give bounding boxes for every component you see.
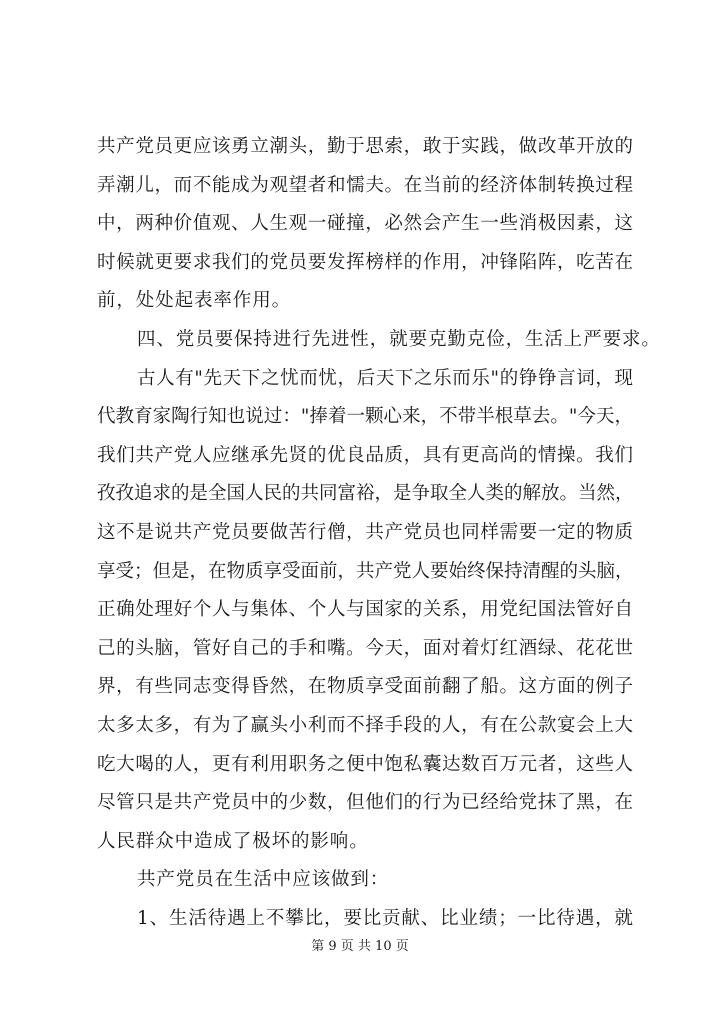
text-line: 界，有些同志变得昏然，在物质享受面前翻了船。这方面的例子 — [97, 676, 633, 698]
text-line: 孜孜追求的是全国人民的共同富裕，是争取全人类的解放。当然， — [97, 483, 634, 505]
text-line: 正确处理好个人与集体、个人与国家的关系，用党纪国法管好自 — [97, 599, 633, 621]
text-line: 中，两种价值观、人生观一碰撞，必然会产生一些消极因素，这 — [97, 213, 633, 235]
page-number-footer: 第 9 页 共 10 页 — [311, 939, 409, 954]
text-line: 共产党员在生活中应该做到： — [137, 869, 390, 891]
text-line: 共产党员更应该勇立潮头，勤于思索，敢于实践，做改革开放的 — [97, 136, 633, 157]
text-line: 前，处处起表率作用。 — [97, 290, 292, 312]
text-line: 享受；但是，在物质享受面前，共产党人要始终保持清醒的头脑， — [97, 560, 634, 582]
section-heading: 四、党员要保持进行先进性，就要克勤克俭，生活上严要求。 — [137, 328, 661, 350]
text-line: 我们共产党人应继承先贤的优良品质，具有更高尚的情操。我们 — [97, 444, 633, 466]
text-line: 吃大喝的人，更有利用职务之便中饱私囊达数百万元者，这些人 — [97, 753, 633, 775]
text-line: 太多太多，有为了赢头小利而不择手段的人，有在公款宴会上大 — [97, 714, 633, 736]
text-line: 古人有"先天下之忧而忧，后天下之乐而乐"的铮铮言词，现 — [137, 367, 633, 389]
text-line: 尽管只是共产党员中的少数，但他们的行为已经给党抹了黑，在 — [97, 792, 633, 814]
text-line: 弄潮儿，而不能成为观望者和懦夫。在当前的经济体制转换过程 — [97, 174, 633, 196]
text-line: 代教育家陶行知也说过："捧着一颗心来，不带半根草去。"今天， — [97, 406, 633, 428]
text-line: 这不是说共产党员要做苦行僧，共产党员也同样需要一定的物质 — [97, 521, 633, 543]
body-text — [97, 128, 661, 938]
text-line: 时候就更要求我们的党员要发挥榜样的作用，冲锋陷阵，吃苦在 — [97, 251, 633, 273]
text-line: 人民群众中造成了极坏的影响。 — [97, 830, 369, 852]
text-line: 己的头脑，管好自己的手和嘴。今天，面对着灯红酒绿、花花世 — [97, 637, 633, 659]
text-line: 1、生活待遇上不攀比，要比贡献、比业绩；一比待遇，就 — [137, 907, 633, 929]
